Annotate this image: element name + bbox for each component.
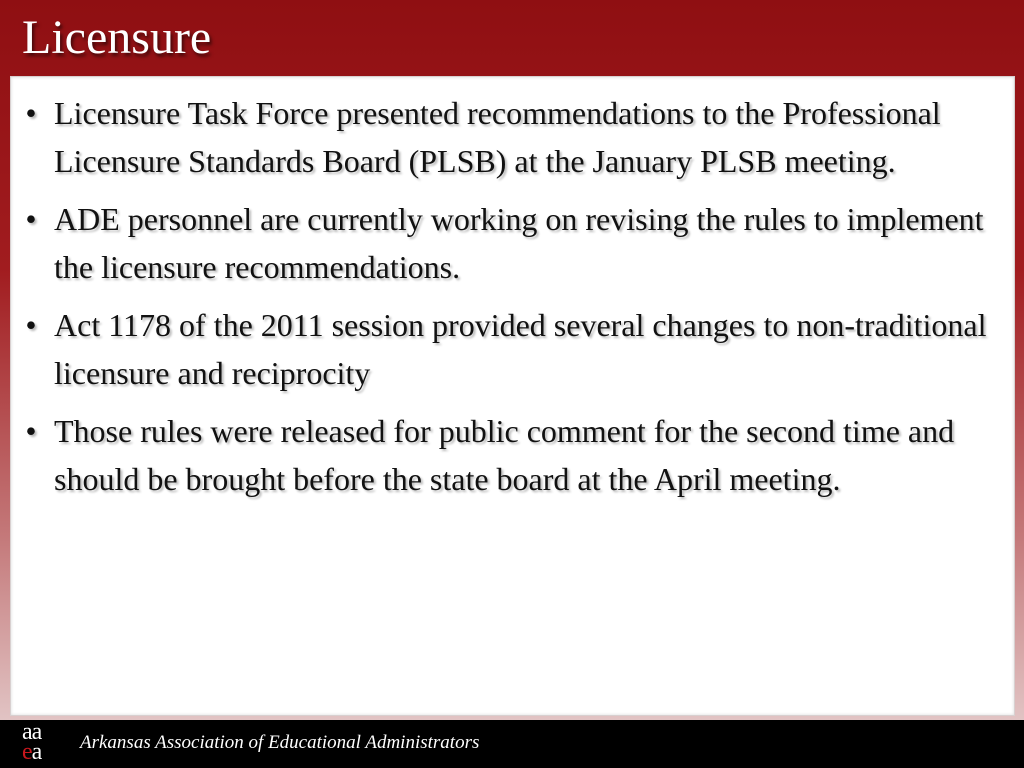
bullet-icon: • — [25, 413, 37, 449]
logo-letter: a — [31, 739, 42, 765]
bullet-item — [11, 89, 1000, 185]
content-panel — [10, 76, 1015, 716]
bullet-list — [11, 77, 1014, 503]
logo-letter: a — [31, 719, 42, 745]
bullet-item — [11, 195, 1000, 291]
footer-bar — [0, 720, 1024, 768]
bullet-icon: • — [25, 201, 37, 237]
logo-letter: a — [22, 719, 32, 745]
bullet-item — [11, 407, 1000, 503]
bullet-icon: • — [25, 307, 37, 343]
bullet-icon: • — [25, 95, 37, 131]
bullet-text: Act 1178 of the 2011 session provided several changes to non-traditional licensure and reciprocity — [54, 307, 987, 391]
bullet-item — [11, 301, 1000, 397]
bullet-text: Those rules were released for public comment for the second time and should be brought before the state board at the April meeting. — [54, 413, 955, 497]
bullet-text: Licensure Task Force presented recommendations to the Professional Licensure Standards Board (PLSB) at the January PLSB meeting. — [54, 95, 941, 179]
organization-name: Arkansas Association of Educational Administrators — [80, 732, 480, 753]
slide-title: Licensure — [22, 11, 212, 64]
aaea-logo-icon — [22, 719, 72, 766]
logo-bottom-row — [22, 739, 72, 765]
logo-letter: e — [22, 739, 32, 765]
bullet-text: ADE personnel are currently working on revising the rules to implement the licensure recommendations. — [54, 201, 984, 285]
